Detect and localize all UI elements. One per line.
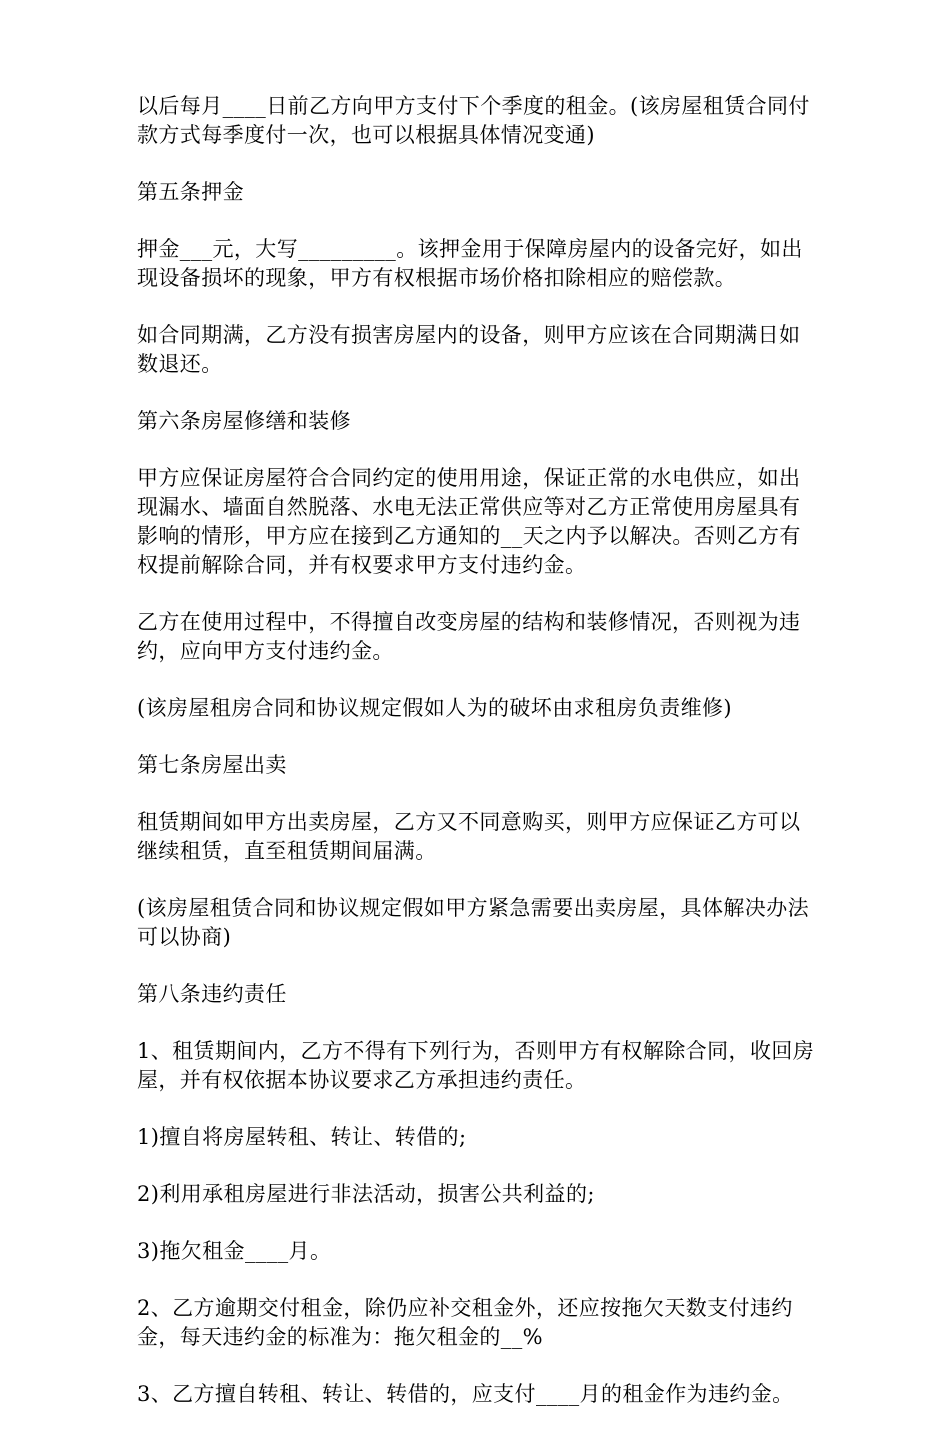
- payment-clause-paragraph: 以后每月____日前乙方向甲方支付下个季度的租金。(该房屋租赁合同付款方式每季度付一次，也可以根据具体情况变通): [137, 94, 810, 147]
- article-6-heading: 第六条房屋修缮和装修: [137, 409, 351, 433]
- urgent-sale-note-paragraph: (该房屋租赁合同和协议规定假如甲方紧急需要出卖房屋，具体解决办法可以协商): [137, 896, 809, 949]
- deposit-refund-paragraph: 如合同期满，乙方没有损害房屋内的设备，则甲方应该在合同期满日如数退还。: [137, 323, 801, 376]
- article-5-heading: 第五条押金: [137, 180, 244, 204]
- breach-item-1-paragraph: 1、租赁期间内，乙方不得有下列行为，否则甲方有权解除合同，收回房屋，并有权依据本协议要求乙方承担违约责任。: [137, 1039, 815, 1092]
- sale-during-lease-paragraph: 租赁期间如甲方出卖房屋，乙方又不同意购买，则甲方应保证乙方可以继续租赁，直至租赁期间届满。: [137, 810, 801, 863]
- document-body: [137, 92, 817, 1437]
- article-7-heading: 第七条房屋出卖: [137, 753, 287, 777]
- article-8-heading: 第八条违约责任: [137, 982, 287, 1006]
- breach-item-2-paragraph: 2、乙方逾期交付租金，除仍应补交租金外，还应按拖欠天数支付违约金，每天违约金的标准为：拖欠租金的__%: [137, 1296, 793, 1349]
- deposit-paragraph: 押金___元，大写_________。该押金用于保障房屋内的设备完好，如出现设备损坏的现象，甲方有权根据市场价格扣除相应的赔偿款。: [137, 237, 803, 290]
- landlord-repair-paragraph: 甲方应保证房屋符合合同约定的使用用途，保证正常的水电供应，如出现漏水、墙面自然脱落、水电无法正常供应等对乙方正常使用房屋具有影响的情形，甲方应在接到乙方通知的__天之内予以解决。否则乙方有权提前解除合同，并有权要求甲方支付违约金。: [137, 466, 801, 577]
- damage-note-paragraph: (该房屋租房合同和协议规定假如人为的破坏由求租房负责维修): [137, 696, 732, 720]
- breach-subitem-1: 1)擅自将房屋转租、转让、转借的;: [137, 1125, 467, 1149]
- tenant-renovation-paragraph: 乙方在使用过程中，不得擅自改变房屋的结构和装修情况，否则视为违约，应向甲方支付违约金。: [137, 610, 801, 663]
- breach-subitem-2: 2)利用承租房屋进行非法活动，损害公共利益的;: [137, 1182, 595, 1206]
- breach-item-3-paragraph: 3、乙方擅自转租、转让、转借的，应支付____月的租金作为违约金。: [137, 1382, 794, 1406]
- breach-subitem-3: 3)拖欠租金____月。: [137, 1239, 332, 1263]
